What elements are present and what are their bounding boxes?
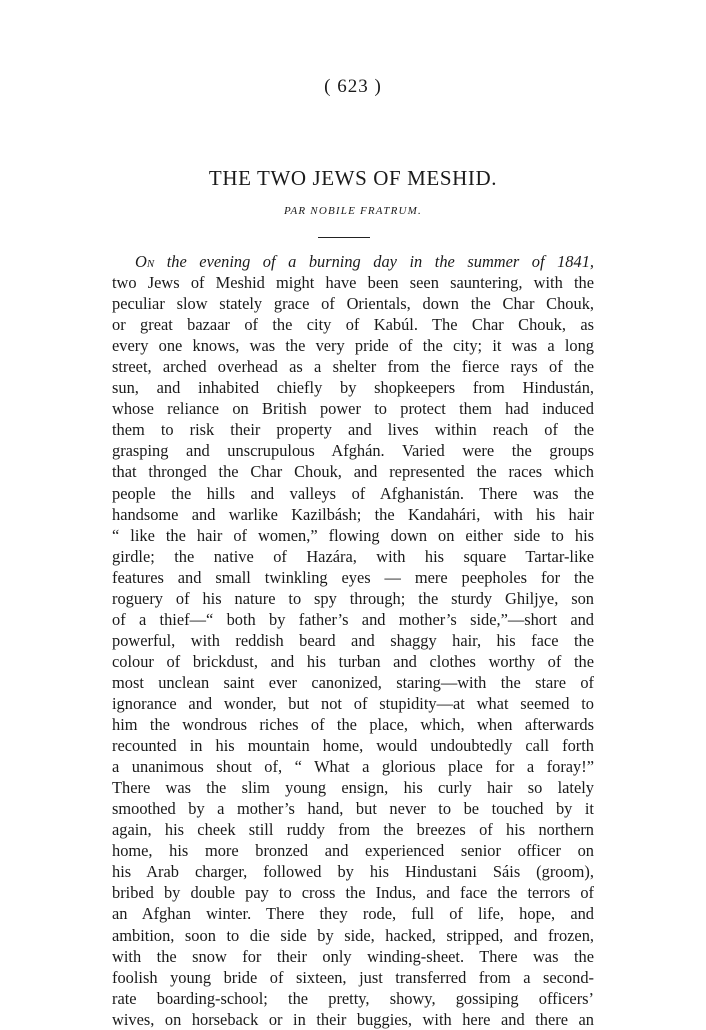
body-line-1 — [112, 251, 594, 272]
body-line: There was the slim young ensign, his curly hair so lately — [112, 778, 594, 798]
body-line: of a thief—“ both by father’s and mother’s side,”—short and — [112, 609, 594, 629]
drop-word: On — [135, 252, 155, 271]
body-line: peculiar slow stately grace of Orientals, down the Char Chouk, — [112, 294, 594, 314]
body-line: an Afghan winter. There they rode, full of life, hope, and — [112, 904, 594, 924]
body-line: people the hills and valleys of Afghanistán. There was the — [112, 483, 594, 503]
body-line: recounted in his mountain home, would undoubtedly call forth — [112, 736, 594, 756]
body-line: features and small twinkling eyes — mere peepholes for the — [112, 567, 594, 587]
body-line: street, arched overhead as a shelter from the fierce rays of the — [112, 357, 594, 377]
body-line: again, his cheek still ruddy from the breezes of his northern — [112, 820, 594, 840]
article-subtitle: PAR NOBILE FRATRUM. — [284, 205, 422, 217]
body-line: grasping and unscrupulous Afghán. Varied were the groups — [112, 441, 594, 461]
body-line: handsome and warlike Kazilbásh; the Kandahári, with his hair — [112, 504, 594, 524]
body-line: that thronged the Char Chouk, and represented the races which — [112, 462, 594, 482]
page-number: ( 623 ) — [324, 76, 382, 97]
body-line: with the snow for their only winding-sheet. There was the — [112, 946, 594, 966]
body-line: wives, on horseback or in their buggies, with here and there an — [112, 1009, 594, 1029]
body-line: colour of brickdust, and his turban and clothes worthy of the — [112, 651, 594, 671]
title-divider — [318, 237, 370, 238]
body-line: every one knows, was the very pride of the city; it was a long — [112, 336, 594, 356]
body-line: or great bazaar of the city of Kabúl. The Char Chouk, as — [112, 315, 594, 335]
body-line: him the wondrous riches of the place, which, when afterwards — [112, 715, 594, 735]
body-line: ambition, soon to die side by side, hacked, stripped, and frozen, — [112, 925, 594, 945]
body-line: them to risk their property and lives within reach of the — [112, 420, 594, 440]
article-body — [112, 251, 594, 1030]
body-line: two Jews of Meshid might have been seen sauntering, with the — [112, 273, 594, 293]
first-line-text: the evening of a burning day in the summer of 1841, — [166, 252, 594, 271]
body-line: smoothed by a mother’s hand, but never to be touched by it — [112, 799, 594, 819]
body-line: home, his more bronzed and experienced senior officer on — [112, 841, 594, 861]
body-line: rate boarding-school; the pretty, showy, gossiping officers’ — [112, 988, 594, 1008]
body-line: powerful, with reddish beard and shaggy hair, his face the — [112, 630, 594, 650]
body-line: foolish young bride of sixteen, just transferred from a second- — [112, 967, 594, 987]
article-title: THE TWO JEWS OF MESHID. — [208, 166, 498, 190]
body-line: whose reliance on British power to protect them had induced — [112, 399, 594, 419]
body-line: ignorance and wonder, but not of stupidity—at what seemed to — [112, 693, 594, 713]
body-line: roguery of his nature to spy through; the sturdy Ghiljye, son — [112, 588, 594, 608]
body-line: a unanimous shout of, “ What a glorious place for a foray!” — [112, 757, 594, 777]
body-line: most unclean saint ever canonized, staring—with the stare of — [112, 672, 594, 692]
body-line: his Arab charger, followed by his Hindustani Sáis (groom), — [112, 862, 594, 882]
body-line: bribed by double pay to cross the Indus, and face the terrors of — [112, 883, 594, 903]
body-line: girdle; the native of Hazára, with his square Tartar-like — [112, 546, 594, 566]
body-line: “ like the hair of women,” flowing down on either side to his — [112, 525, 594, 545]
body-line: sun, and inhabited chiefly by shopkeepers from Hindustán, — [112, 378, 594, 398]
